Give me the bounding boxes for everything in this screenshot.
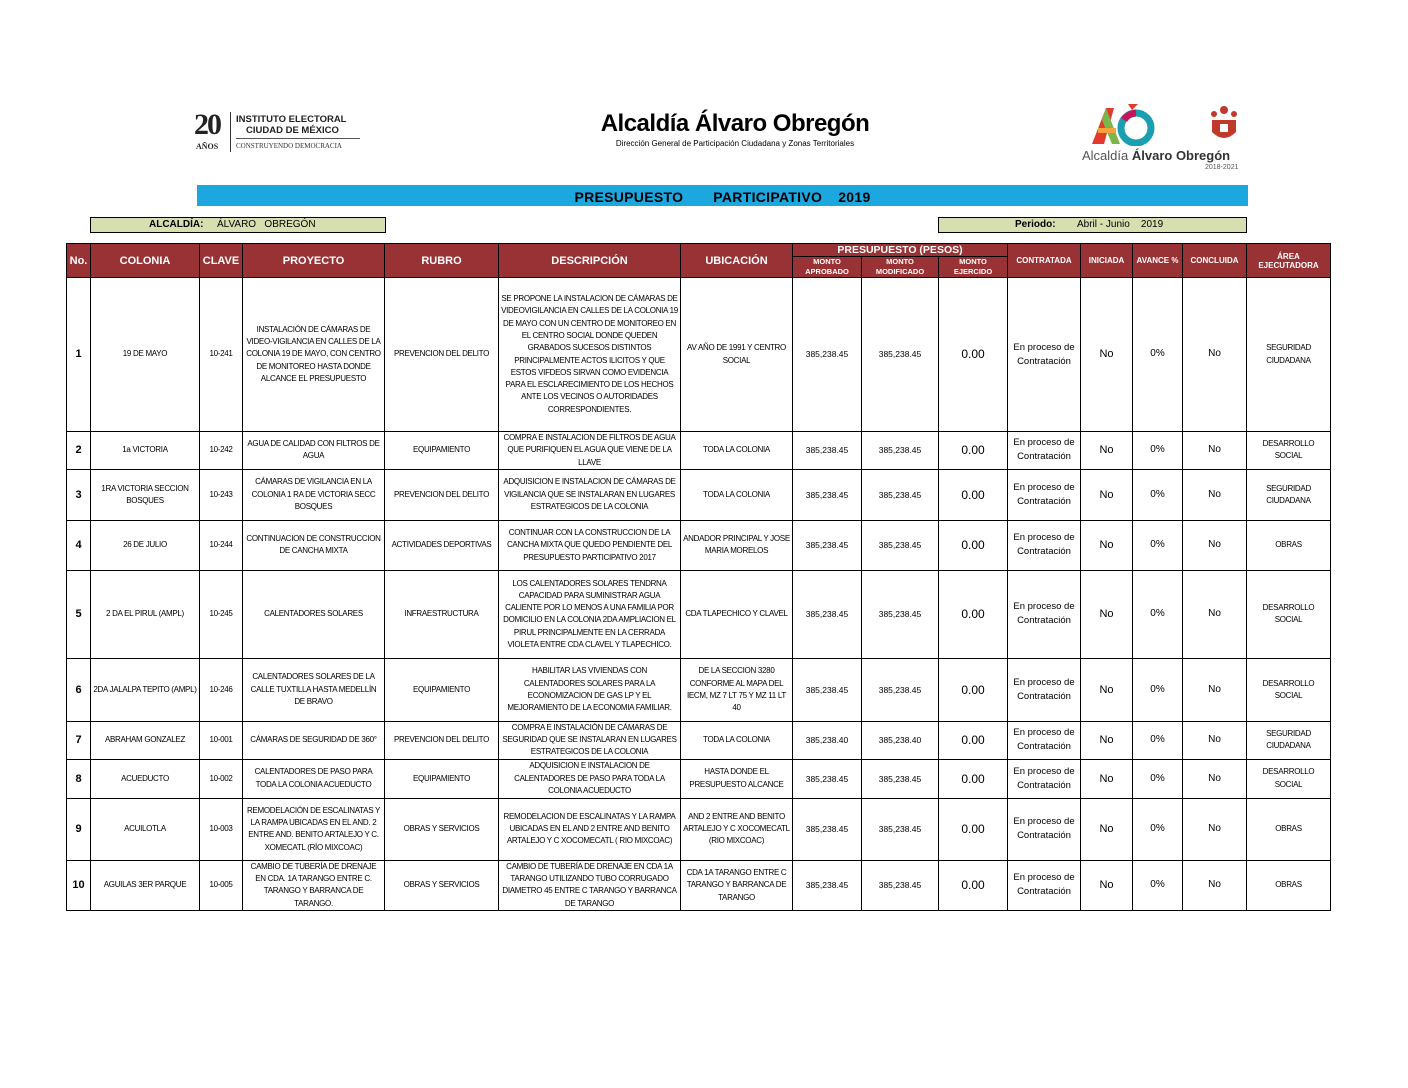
header-concluida: CONCLUIDA — [1183, 244, 1247, 278]
monto-aprobado-cell: 385,238.45 — [793, 278, 862, 432]
proyecto-cell: CAMBIO DE TUBERÍA DE DRENAJE EN CDA. 1A TARANGO ENTRE C. TARANGO Y BARRANCA DE TARANGO. — [243, 860, 385, 910]
monto-ejercido-cell: 0.00 — [939, 469, 1008, 520]
iniciada-cell: No — [1081, 520, 1133, 570]
avance-cell: 0% — [1133, 860, 1183, 910]
header-iniciada: INICIADA — [1081, 244, 1133, 278]
iecm-logo-anos: AÑOS — [196, 142, 219, 151]
table-row — [67, 278, 1331, 432]
rubro-cell: EQUIPAMIENTO — [385, 432, 499, 470]
descripcion-cell: SE PROPONE LA INSTALACION DE CÁMARAS DE VIDEOVIGILANCIA EN CALLES DE LA COLONIA 19 DE MAYO CON UN CENTRO DE MONITOREO EN EL CENTRO SOCIAL DONDE QUEDEN GRABADOS SUCESOS DISTINTOS PRINCIPALMENTE ACTOS ILICITOS Y QUE ESTOS VIFDEOS SIRVAN COMO EVIDENCIA PARA EL ESCLARECIMIENTO DE LOS HECHOS ANTE LOS VECINOS O AUTORIDADES CORRESPONDIENTES. — [499, 278, 681, 432]
monto-aprobado-cell: 385,238.45 — [793, 759, 862, 798]
clave-cell: 10-005 — [200, 860, 243, 910]
ubicacion-cell: TODA LA COLONIA — [681, 469, 793, 520]
colonia-cell: 26 DE JULIO — [91, 520, 200, 570]
descripcion-cell: LOS CALENTADORES SOLARES TENDRNA CAPACIDAD PARA SUMINISTRAR AGUA CALIENTE POR LO MENOS A UNA FAMILIA POR DOMICILIO EN LA COLONIA 2DA AMPLIACION EL PIRUL PRINCIPALMENTE EN LA CERRADA VIOLETA ENTRE CDA CLAVEL Y TLAPECHICO. — [499, 570, 681, 658]
monto-ejercido-cell: 0.00 — [939, 520, 1008, 570]
header-proyecto: PROYECTO — [243, 244, 385, 278]
ubicacion-cell: CDA TLAPECHICO Y CLAVEL — [681, 570, 793, 658]
clave-cell: 10-243 — [200, 469, 243, 520]
contratada-cell: En proceso de Contratación — [1008, 570, 1081, 658]
concluida-cell: No — [1183, 721, 1247, 759]
rubro-cell: INFRAESTRUCTURA — [385, 570, 499, 658]
ao-logo-name — [1082, 148, 1230, 163]
row-number: 10 — [67, 860, 91, 910]
rubro-cell: EQUIPAMIENTO — [385, 759, 499, 798]
contratada-cell: En proceso de Contratación — [1008, 278, 1081, 432]
header-rubro: RUBRO — [385, 244, 499, 278]
row-number: 7 — [67, 721, 91, 759]
iecm-logo-rule — [236, 138, 360, 139]
avance-cell: 0% — [1133, 798, 1183, 860]
monto-ejercido-cell: 0.00 — [939, 658, 1008, 721]
rubro-cell: OBRAS Y SERVICIOS — [385, 798, 499, 860]
periodo-label: Periodo: — [1015, 219, 1056, 230]
area-cell: SEGURIDAD CIUDADANA — [1247, 469, 1331, 520]
monto-modificado-cell: 385,238.45 — [862, 570, 939, 658]
monto-ejercido-cell: 0.00 — [939, 432, 1008, 470]
ao-logo-mark-icon — [1088, 102, 1158, 146]
table-row — [67, 570, 1331, 658]
avance-cell: 0% — [1133, 759, 1183, 798]
ubicacion-cell: TODA LA COLONIA — [681, 721, 793, 759]
descripcion-cell: ADQUISICION E INSTALACION DE CÁMARAS DE VIGILANCIA QUE SE INSTALARAN EN LUGARES ESTRATEGICOS DE LA COLONIA — [499, 469, 681, 520]
table-row — [67, 860, 1331, 910]
colonia-cell: 1RA VICTORIA SECCION BOSQUES — [91, 469, 200, 520]
clave-cell: 10-244 — [200, 520, 243, 570]
concluida-cell: No — [1183, 658, 1247, 721]
area-cell: DESARROLLO SOCIAL — [1247, 759, 1331, 798]
page-title: Alcaldía Álvaro Obregón — [600, 110, 870, 137]
avance-cell: 0% — [1133, 658, 1183, 721]
monto-modificado-cell: 385,238.45 — [862, 798, 939, 860]
iniciada-cell: No — [1081, 469, 1133, 520]
header-clave: CLAVE — [200, 244, 243, 278]
page-subtitle: Dirección General de Participación Ciudadana y Zonas Territoriales — [615, 139, 855, 148]
monto-aprobado-cell: 385,238.45 — [793, 469, 862, 520]
ao-crest-icon — [1202, 102, 1246, 146]
concluida-cell: No — [1183, 469, 1247, 520]
rubro-cell: PREVENCION DEL DELITO — [385, 278, 499, 432]
rubro-cell: PREVENCION DEL DELITO — [385, 469, 499, 520]
proyecto-cell: AGUA DE CALIDAD CON FILTROS DE AGUA — [243, 432, 385, 470]
area-cell: OBRAS — [1247, 798, 1331, 860]
table-row — [67, 759, 1331, 798]
area-cell: DESARROLLO SOCIAL — [1247, 658, 1331, 721]
alcaldia-value: ÁLVARO OBREGÓN — [217, 219, 316, 230]
proyecto-cell: CONTINUACION DE CONSTRUCCION DE CANCHA MIXTA — [243, 520, 385, 570]
row-number: 9 — [67, 798, 91, 860]
concluida-cell: No — [1183, 798, 1247, 860]
descripcion-cell: HABILITAR LAS VIVIENDAS CON CALENTADORES SOLARES PARA LA ECONOMIZACION DE GAS LP Y EL MEJORAMIENTO DE LA ECONOMIA FAMILIAR. — [499, 658, 681, 721]
banner-text — [197, 189, 1248, 205]
row-number: 3 — [67, 469, 91, 520]
clave-cell: 10-246 — [200, 658, 243, 721]
concluida-cell: No — [1183, 570, 1247, 658]
proyecto-cell: CÁMARAS DE VIGILANCIA EN LA COLONIA 1 RA DE VICTORIA SECC BOSQUES — [243, 469, 385, 520]
colonia-cell: ABRAHAM GONZALEZ — [91, 721, 200, 759]
iniciada-cell: No — [1081, 278, 1133, 432]
descripcion-cell: COMPRA E INSTALACIÓN DE CÁMARAS DE SEGURIDAD QUE SE INSTALARAN EN LUGARES ESTRATEGICOS DE LA COLONIA — [499, 721, 681, 759]
monto-aprobado-cell: 385,238.45 — [793, 798, 862, 860]
avance-cell: 0% — [1133, 469, 1183, 520]
rubro-cell: OBRAS Y SERVICIOS — [385, 860, 499, 910]
iniciada-cell: No — [1081, 570, 1133, 658]
descripcion-cell: CONTINUAR CON LA CONSTRUCCION DE LA CANCHA MIXTA QUE QUEDO PENDIENTE DEL PRESUPUESTO PARTICIPATIVO 2017 — [499, 520, 681, 570]
ao-logo-years: 2018-2021 — [1205, 164, 1239, 171]
ao-logo-name-bold: Álvaro Obregón — [1131, 148, 1231, 163]
contratada-cell: En proceso de Contratación — [1008, 469, 1081, 520]
table-row — [67, 432, 1331, 470]
alcaldia-label: ALCALDÍA: — [149, 219, 204, 230]
monto-ejercido-cell: 0.00 — [939, 798, 1008, 860]
header-colonia: COLONIA — [91, 244, 200, 278]
clave-cell: 10-242 — [200, 432, 243, 470]
table-row — [67, 469, 1331, 520]
alcaldia-logo — [1078, 100, 1258, 172]
contratada-cell: En proceso de Contratación — [1008, 658, 1081, 721]
title-banner — [197, 185, 1248, 206]
colonia-cell: 19 DE MAYO — [91, 278, 200, 432]
ubicacion-cell: AND 2 ENTRE AND BENITO ARTALEJO Y C XOCOMECATL (RIO MIXCOAC) — [681, 798, 793, 860]
iecm-logo-divider — [230, 112, 231, 152]
monto-aprobado-cell: 385,238.45 — [793, 860, 862, 910]
clave-cell: 10-002 — [200, 759, 243, 798]
area-cell: SEGURIDAD CIUDADANA — [1247, 278, 1331, 432]
avance-cell: 0% — [1133, 432, 1183, 470]
ubicacion-cell: DE LA SECCION 3280 CONFORME AL MAPA DEL IECM, MZ 7 LT 75 Y MZ 11 LT 40 — [681, 658, 793, 721]
avance-cell: 0% — [1133, 520, 1183, 570]
descripcion-cell: ADQUISICION E INSTALACION DE CALENTADORES DE PASO PARA TODA LA COLONIA ACUEDUCTO — [499, 759, 681, 798]
monto-ejercido-cell: 0.00 — [939, 278, 1008, 432]
proyecto-cell: CALENTADORES SOLARES DE LA CALLE TUXTILLA HASTA MEDELLÍN DE BRAVO — [243, 658, 385, 721]
rubro-cell: PREVENCION DEL DELITO — [385, 721, 499, 759]
proyecto-cell: INSTALACIÓN DE CÁMARAS DE VIDEO-VIGILANCIA EN CALLES DE LA COLONIA 19 DE MAYO, CON CENTRO DE MONITOREO HASTA DONDE ALCANCE EL PRESUPUESTO — [243, 278, 385, 432]
alcaldia-info-box — [90, 217, 386, 233]
contratada-cell: En proceso de Contratación — [1008, 432, 1081, 470]
table-row — [67, 520, 1331, 570]
avance-cell: 0% — [1133, 721, 1183, 759]
iniciada-cell: No — [1081, 798, 1133, 860]
iecm-logo-number: 20 — [194, 108, 220, 141]
area-cell: OBRAS — [1247, 860, 1331, 910]
header-monto-ejercido: MONTO EJERCIDO — [939, 257, 1008, 278]
contratada-cell: En proceso de Contratación — [1008, 721, 1081, 759]
monto-modificado-cell: 385,238.45 — [862, 469, 939, 520]
monto-aprobado-cell: 385,238.45 — [793, 520, 862, 570]
ao-logo-name-prefix: Alcaldía — [1082, 148, 1132, 163]
row-number: 1 — [67, 278, 91, 432]
ubicacion-cell: CDA 1A TARANGO ENTRE C TARANGO Y BARRANCA DE TARANGO — [681, 860, 793, 910]
header-avance: AVANCE % — [1133, 244, 1183, 278]
projects-table — [66, 243, 1331, 911]
concluida-cell: No — [1183, 860, 1247, 910]
monto-modificado-cell: 385,238.45 — [862, 658, 939, 721]
ubicacion-cell: AV AÑO DE 1991 Y CENTRO SOCIAL — [681, 278, 793, 432]
row-number: 2 — [67, 432, 91, 470]
header-descripcion: DESCRIPCIÓN — [499, 244, 681, 278]
clave-cell: 10-245 — [200, 570, 243, 658]
concluida-cell: No — [1183, 520, 1247, 570]
area-cell: OBRAS — [1247, 520, 1331, 570]
periodo-value: Abril - Junio 2019 — [1077, 219, 1164, 230]
header-no: No. — [67, 244, 91, 278]
banner-word1: PRESUPUESTO — [574, 189, 684, 205]
row-number: 6 — [67, 658, 91, 721]
iecm-logo-line1: INSTITUTO ELECTORAL — [236, 114, 347, 125]
monto-ejercido-cell: 0.00 — [939, 759, 1008, 798]
monto-modificado-cell: 385,238.45 — [862, 520, 939, 570]
header-presupuesto: PRESUPUESTO (PESOS) — [793, 244, 1008, 257]
avance-cell: 0% — [1133, 278, 1183, 432]
rubro-cell: ACTIVIDADES DEPORTIVAS — [385, 520, 499, 570]
table-row — [67, 798, 1331, 860]
banner-word2: PARTICIPATIVO — [713, 189, 823, 205]
iecm-logo-line2: CIUDAD DE MÉXICO — [246, 125, 339, 136]
iniciada-cell: No — [1081, 721, 1133, 759]
descripcion-cell: CAMBIO DE TUBERÍA DE DRENAJE EN CDA 1A TARANGO UTILIZANDO TUBO CORRUGADO DIAMETRO 45 ENTRE C TARANGO Y BARRANCA DE TARANGO — [499, 860, 681, 910]
concluida-cell: No — [1183, 278, 1247, 432]
ubicacion-cell: TODA LA COLONIA — [681, 432, 793, 470]
monto-ejercido-cell: 0.00 — [939, 570, 1008, 658]
colonia-cell: ACUILOTLA — [91, 798, 200, 860]
colonia-cell: AGUILAS 3ER PARQUE — [91, 860, 200, 910]
area-cell: DESARROLLO SOCIAL — [1247, 432, 1331, 470]
monto-aprobado-cell: 385,238.45 — [793, 658, 862, 721]
monto-aprobado-cell: 385,238.45 — [793, 432, 862, 470]
iniciada-cell: No — [1081, 432, 1133, 470]
header-ubicacion: UBICACIÓN — [681, 244, 793, 278]
iniciada-cell: No — [1081, 860, 1133, 910]
descripcion-cell: REMODELACION DE ESCALINATAS Y LA RAMPA UBICADAS EN EL AND 2 ENTRE AND BENITO ARTALEJO Y C XOCOMECATL ( RIO MIXCOAC) — [499, 798, 681, 860]
monto-ejercido-cell: 0.00 — [939, 721, 1008, 759]
monto-modificado-cell: 385,238.40 — [862, 721, 939, 759]
colonia-cell: 2 DA EL PIRUL (AMPL) — [91, 570, 200, 658]
iecm-logo — [194, 100, 364, 156]
page-title-block — [540, 110, 930, 148]
area-cell: SEGURIDAD CIUDADANA — [1247, 721, 1331, 759]
contratada-cell: En proceso de Contratación — [1008, 798, 1081, 860]
concluida-cell: No — [1183, 432, 1247, 470]
header-monto-aprobado: MONTO APROBADO — [793, 257, 862, 278]
row-number: 4 — [67, 520, 91, 570]
header-area: ÁREA EJECUTADORA — [1247, 244, 1331, 278]
contratada-cell: En proceso de Contratación — [1008, 860, 1081, 910]
descripcion-cell: COMPRA E INSTALACION DE FILTROS DE AGUA QUE PURIFIQUEN EL AGUA QUE VIENE DE LA LLAVE — [499, 432, 681, 470]
colonia-cell: ACUEDUCTO — [91, 759, 200, 798]
monto-modificado-cell: 385,238.45 — [862, 860, 939, 910]
iniciada-cell: No — [1081, 759, 1133, 798]
clave-cell: 10-001 — [200, 721, 243, 759]
proyecto-cell: REMODELACIÓN DE ESCALINATAS Y LA RAMPA UBICADAS EN EL AND. 2 ENTRE AND. BENITO ARTALEJO Y C. XOMECATL (RÍO MIXCOAC) — [243, 798, 385, 860]
table-row — [67, 658, 1331, 721]
avance-cell: 0% — [1133, 570, 1183, 658]
monto-aprobado-cell: 385,238.45 — [793, 570, 862, 658]
colonia-cell: 1a VICTORIA — [91, 432, 200, 470]
monto-ejercido-cell: 0.00 — [939, 860, 1008, 910]
ubicacion-cell: HASTA DONDE EL PRESUPUESTO ALCANCE — [681, 759, 793, 798]
contratada-cell: En proceso de Contratación — [1008, 520, 1081, 570]
monto-aprobado-cell: 385,238.40 — [793, 721, 862, 759]
concluida-cell: No — [1183, 759, 1247, 798]
area-cell: DESARROLLO SOCIAL — [1247, 570, 1331, 658]
monto-modificado-cell: 385,238.45 — [862, 278, 939, 432]
table-body — [67, 278, 1331, 911]
colonia-cell: 2DA JALALPA TEPITO (AMPL) — [91, 658, 200, 721]
row-number: 5 — [67, 570, 91, 658]
header-contratada: CONTRATADA — [1008, 244, 1081, 278]
table-row — [67, 721, 1331, 759]
row-number: 8 — [67, 759, 91, 798]
iniciada-cell: No — [1081, 658, 1133, 721]
banner-year: 2019 — [838, 189, 871, 205]
ubicacion-cell: ANDADOR PRINCIPAL Y JOSE MARIA MORELOS — [681, 520, 793, 570]
clave-cell: 10-241 — [200, 278, 243, 432]
proyecto-cell: CÁMARAS DE SEGURIDAD DE 360° — [243, 721, 385, 759]
clave-cell: 10-003 — [200, 798, 243, 860]
monto-modificado-cell: 385,238.45 — [862, 759, 939, 798]
rubro-cell: EQUIPAMIENTO — [385, 658, 499, 721]
header-monto-modificado: MONTO MODIFICADO — [862, 257, 939, 278]
monto-modificado-cell: 385,238.45 — [862, 432, 939, 470]
contratada-cell: En proceso de Contratación — [1008, 759, 1081, 798]
periodo-info-box — [938, 217, 1247, 233]
proyecto-cell: CALENTADORES SOLARES — [243, 570, 385, 658]
proyecto-cell: CALENTADORES DE PASO PARA TODA LA COLONIA ACUEDUCTO — [243, 759, 385, 798]
iecm-logo-line3: CONSTRUYENDO DEMOCRACIA — [236, 142, 342, 150]
